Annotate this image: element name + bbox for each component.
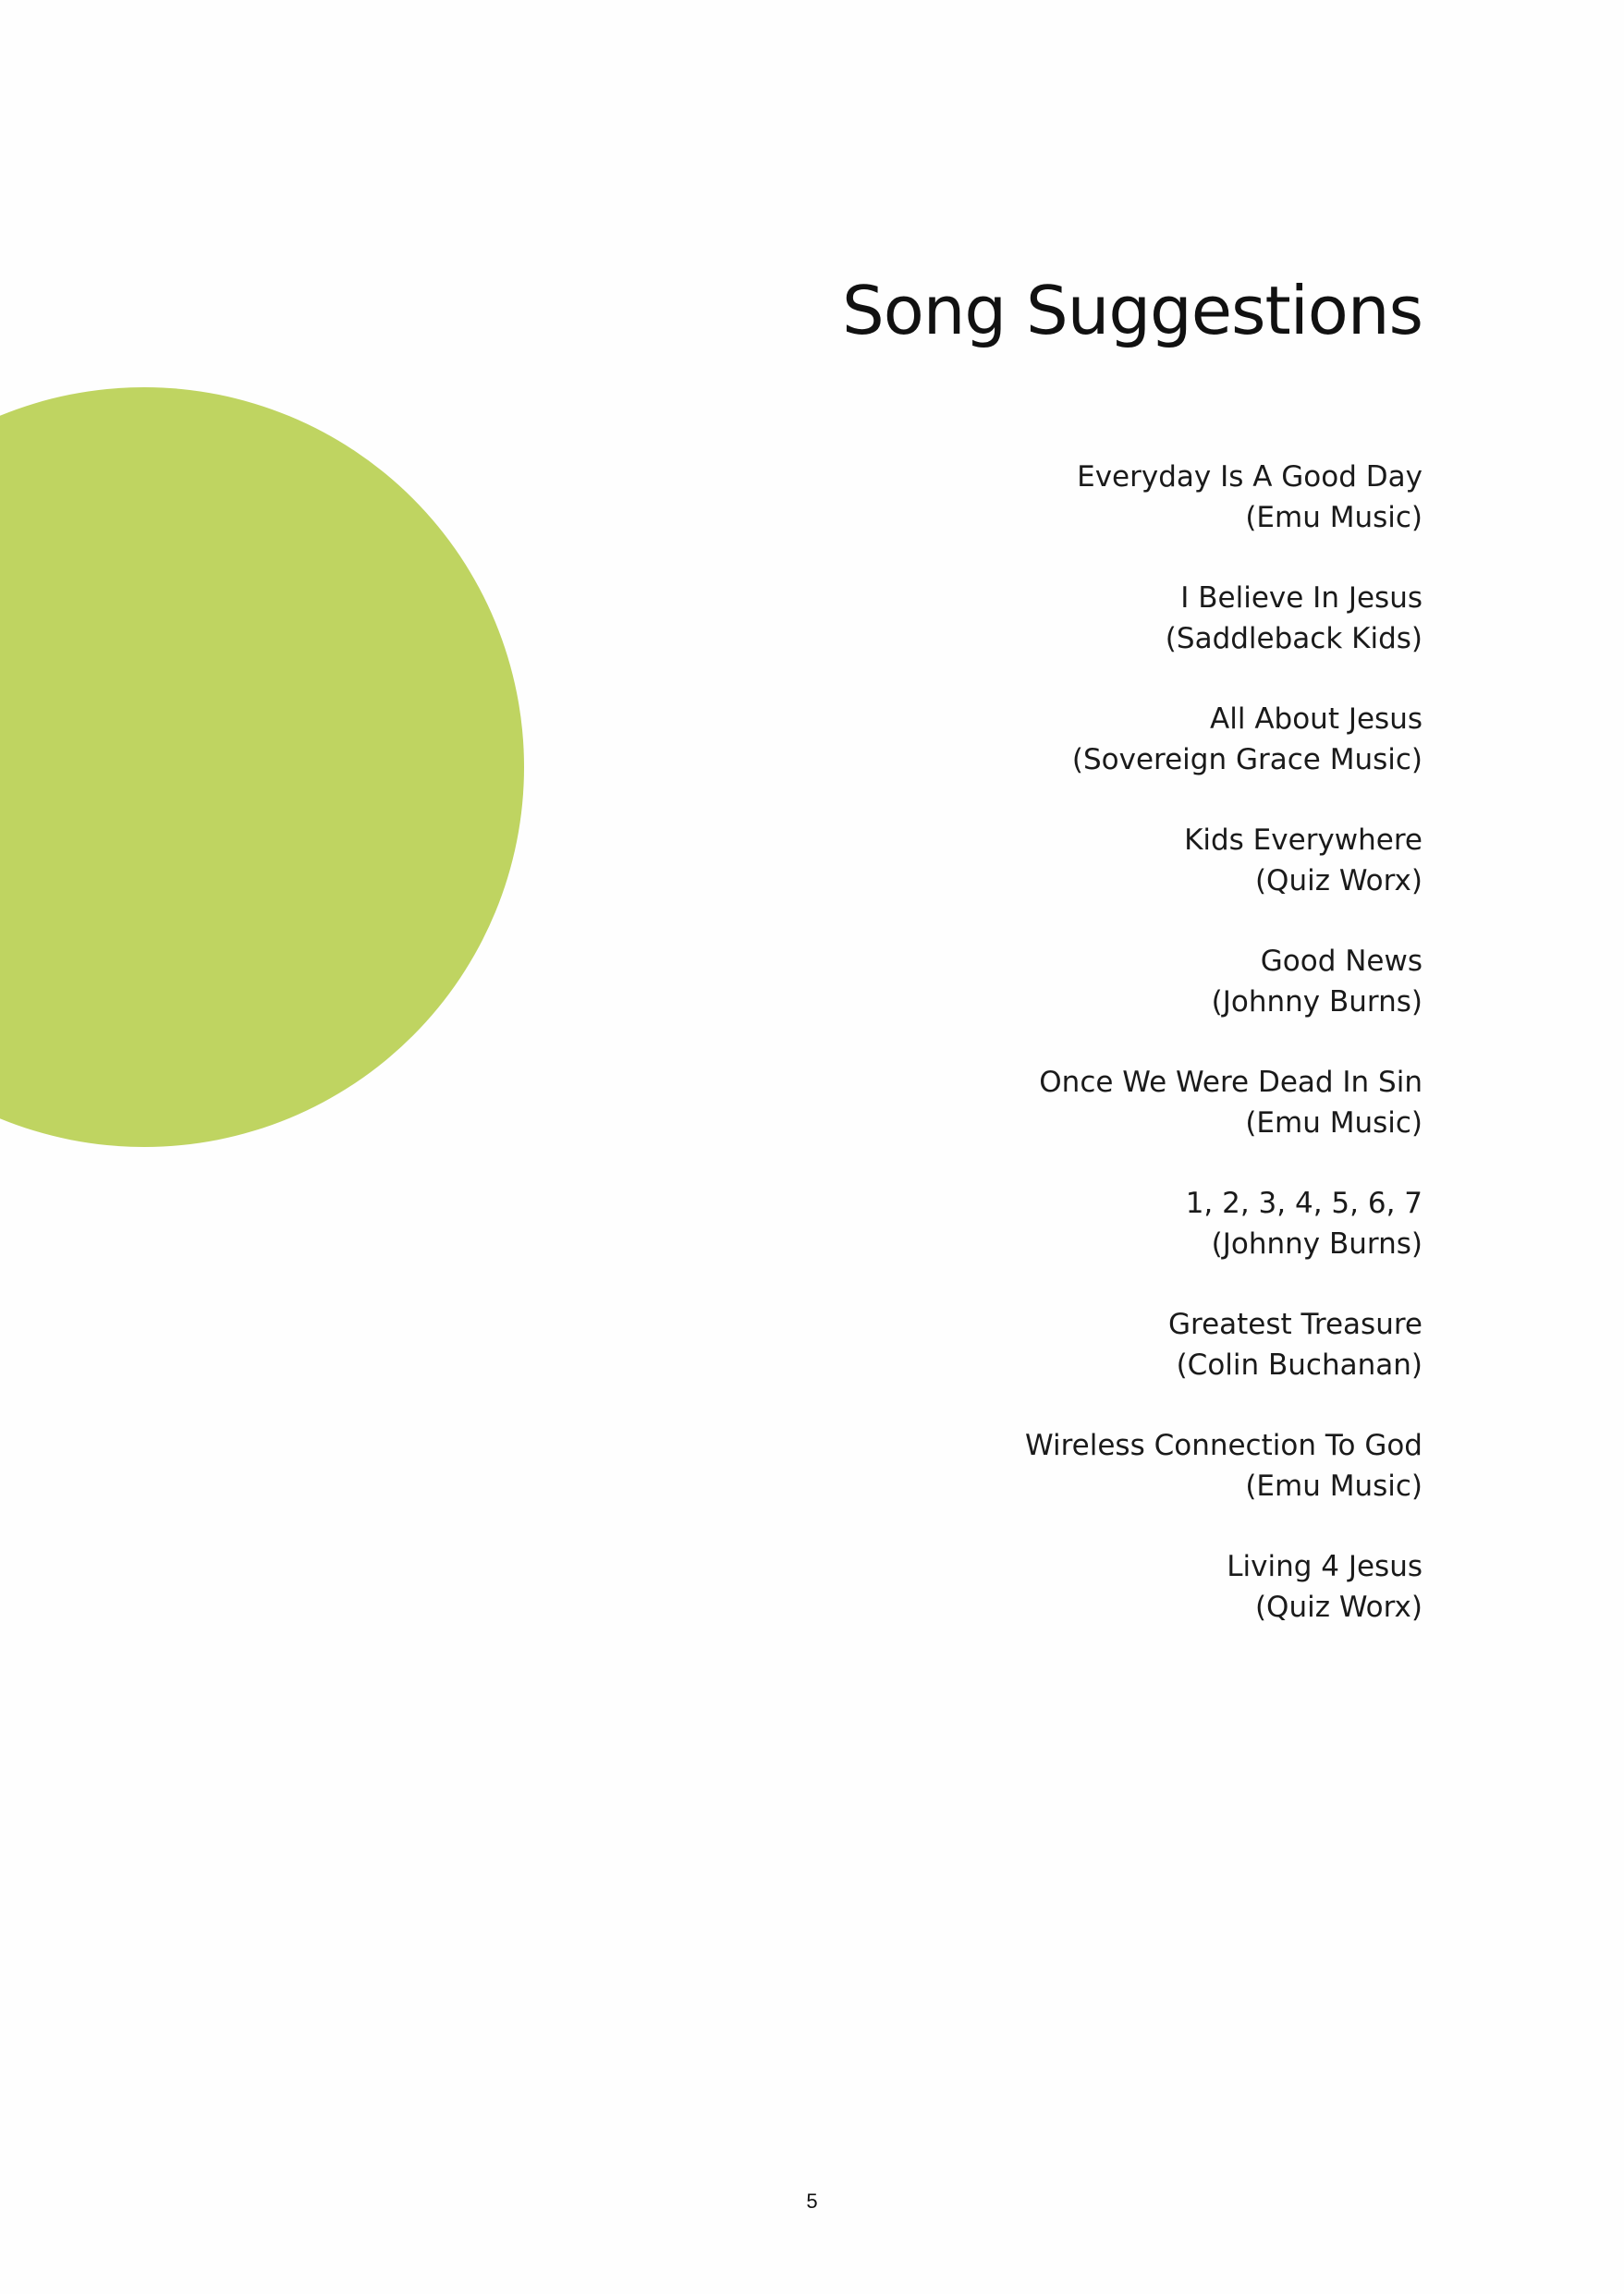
song-item xyxy=(591,1425,1423,1546)
song-artist: (Johnny Burns) xyxy=(1211,985,1423,1019)
song-item xyxy=(591,699,1423,820)
song-artist: (Emu Music) xyxy=(1245,1470,1423,1503)
song-artist: (Quiz Worx) xyxy=(1254,1591,1423,1624)
page-number: 5 xyxy=(806,2190,818,2213)
song-title: 1, 2, 3, 4, 5, 6, 7 xyxy=(1185,1187,1423,1220)
song-item xyxy=(591,1546,1423,1667)
song-item xyxy=(591,1062,1423,1183)
song-artist: (Quiz Worx) xyxy=(1254,864,1423,897)
song-title: Wireless Connection To God xyxy=(1025,1429,1423,1462)
song-item xyxy=(591,1183,1423,1304)
song-item xyxy=(591,1304,1423,1425)
song-list xyxy=(591,457,1423,1667)
song-title: All About Jesus xyxy=(1210,702,1423,736)
decorative-green-circle xyxy=(0,387,524,1147)
page-title: Song Suggestions xyxy=(842,272,1423,349)
song-artist: (Johnny Burns) xyxy=(1211,1227,1423,1261)
song-item xyxy=(591,457,1423,578)
song-item xyxy=(591,941,1423,1062)
song-title: Living 4 Jesus xyxy=(1227,1550,1423,1583)
song-artist: (Saddleback Kids) xyxy=(1165,622,1423,655)
song-title: I Believe In Jesus xyxy=(1180,581,1423,615)
song-title: Everyday Is A Good Day xyxy=(1077,460,1423,494)
song-artist: (Emu Music) xyxy=(1245,501,1423,534)
song-title: Kids Everywhere xyxy=(1184,824,1423,857)
song-item xyxy=(591,578,1423,699)
song-artist: (Colin Buchanan) xyxy=(1176,1348,1423,1382)
song-artist: (Emu Music) xyxy=(1245,1106,1423,1140)
song-artist: (Sovereign Grace Music) xyxy=(1071,743,1423,776)
song-item xyxy=(591,820,1423,941)
song-title: Greatest Treasure xyxy=(1168,1308,1423,1341)
song-title: Once We Were Dead In Sin xyxy=(1039,1066,1423,1099)
song-title: Good News xyxy=(1260,945,1423,978)
